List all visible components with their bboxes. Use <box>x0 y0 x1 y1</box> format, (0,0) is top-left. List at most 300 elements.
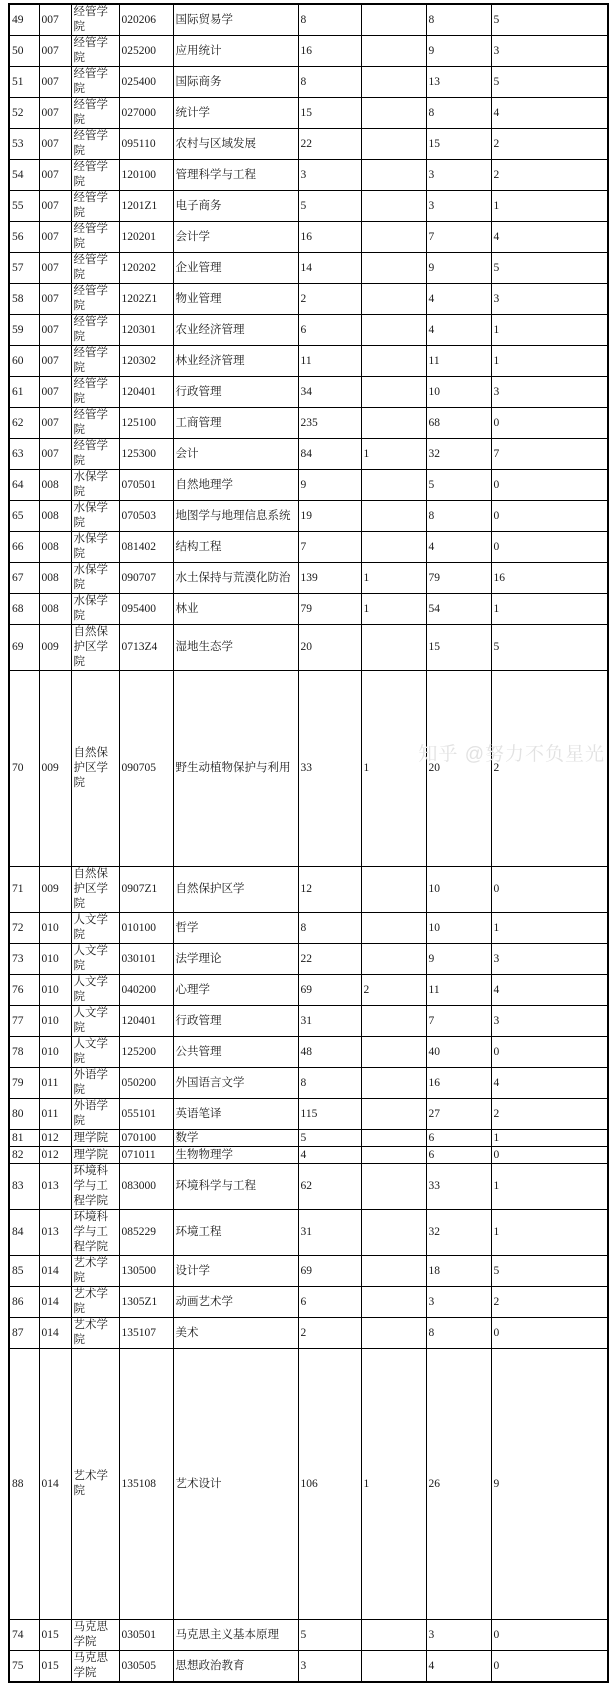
college-name-cell: 艺术学院 <box>71 1349 119 1620</box>
major-name-cell: 自然地理学 <box>173 470 298 501</box>
table-row[interactable] <box>9 975 608 1006</box>
admitted-cell: 0 <box>491 408 608 439</box>
college-name-cell: 外语学院 <box>71 1099 119 1130</box>
recommended-cell <box>361 913 426 944</box>
row-number-cell: 58 <box>9 284 39 315</box>
row-number-cell: 59 <box>9 315 39 346</box>
recommended-cell <box>361 4 426 36</box>
major-code-cell: 0713Z4 <box>119 625 173 671</box>
row-number-cell: 85 <box>9 1256 39 1287</box>
recommended-cell <box>361 470 426 501</box>
major-code-cell: 027000 <box>119 98 173 129</box>
admitted-cell: 4 <box>491 975 608 1006</box>
qualified-cell: 6 <box>426 1130 491 1147</box>
major-code-cell: 020206 <box>119 4 173 36</box>
dept-code-cell: 009 <box>39 625 71 671</box>
major-code-cell: 120302 <box>119 346 173 377</box>
table-row[interactable] <box>9 1210 608 1256</box>
dept-code-cell: 007 <box>39 253 71 284</box>
major-name-cell: 地图学与地理信息系统 <box>173 501 298 532</box>
applicants-cell: 69 <box>298 975 361 1006</box>
admitted-cell: 5 <box>491 1256 608 1287</box>
qualified-cell: 4 <box>426 532 491 563</box>
table-row[interactable] <box>9 1099 608 1130</box>
recommended-cell <box>361 191 426 222</box>
row-number-cell: 65 <box>9 501 39 532</box>
qualified-cell: 3 <box>426 160 491 191</box>
table-row[interactable] <box>9 944 608 975</box>
admitted-cell: 4 <box>491 98 608 129</box>
major-name-cell: 农村与区域发展 <box>173 129 298 160</box>
major-name-cell: 环境科学与工程 <box>173 1164 298 1210</box>
table-row[interactable] <box>9 36 608 67</box>
major-name-cell: 生物物理学 <box>173 1147 298 1164</box>
college-name-cell: 经管学院 <box>71 284 119 315</box>
major-code-cell: 090705 <box>119 671 173 867</box>
qualified-cell: 8 <box>426 501 491 532</box>
recommended-cell <box>361 377 426 408</box>
table-row[interactable] <box>9 470 608 501</box>
dept-code-cell: 010 <box>39 913 71 944</box>
applicants-cell: 6 <box>298 315 361 346</box>
dept-code-cell: 007 <box>39 439 71 470</box>
row-number-cell: 74 <box>9 1620 39 1651</box>
major-code-cell: 085229 <box>119 1210 173 1256</box>
table-row[interactable] <box>9 1068 608 1099</box>
college-name-cell: 自然保护区学院 <box>71 625 119 671</box>
major-code-cell: 095110 <box>119 129 173 160</box>
college-name-cell: 经管学院 <box>71 98 119 129</box>
college-name-cell: 经管学院 <box>71 191 119 222</box>
row-number-cell: 52 <box>9 98 39 129</box>
table-row[interactable] <box>9 408 608 439</box>
recommended-cell <box>361 408 426 439</box>
college-name-cell: 理学院 <box>71 1147 119 1164</box>
table-row[interactable] <box>9 867 608 913</box>
recommended-cell <box>361 1037 426 1068</box>
major-name-cell: 英语笔译 <box>173 1099 298 1130</box>
dept-code-cell: 007 <box>39 36 71 67</box>
major-name-cell: 应用统计 <box>173 36 298 67</box>
row-number-cell: 72 <box>9 913 39 944</box>
qualified-cell: 6 <box>426 1147 491 1164</box>
dept-code-cell: 014 <box>39 1318 71 1349</box>
recommended-cell <box>361 160 426 191</box>
recommended-cell <box>361 1287 426 1318</box>
admitted-cell: 0 <box>491 1037 608 1068</box>
dept-code-cell: 007 <box>39 377 71 408</box>
major-name-cell: 国际贸易学 <box>173 4 298 36</box>
table-row[interactable] <box>9 1287 608 1318</box>
college-name-cell: 马克思学院 <box>71 1620 119 1651</box>
row-number-cell: 54 <box>9 160 39 191</box>
applicants-cell: 22 <box>298 944 361 975</box>
qualified-cell: 3 <box>426 191 491 222</box>
admitted-cell: 3 <box>491 377 608 408</box>
row-number-cell: 87 <box>9 1318 39 1349</box>
admitted-cell: 2 <box>491 671 608 867</box>
qualified-cell: 27 <box>426 1099 491 1130</box>
row-number-cell: 66 <box>9 532 39 563</box>
college-name-cell: 艺术学院 <box>71 1256 119 1287</box>
dept-code-cell: 007 <box>39 129 71 160</box>
dept-code-cell: 008 <box>39 501 71 532</box>
admitted-cell: 3 <box>491 36 608 67</box>
admitted-cell: 1 <box>491 1130 608 1147</box>
major-name-cell: 物业管理 <box>173 284 298 315</box>
applicants-cell: 5 <box>298 191 361 222</box>
recommended-cell: 1 <box>361 594 426 625</box>
major-code-cell: 025200 <box>119 36 173 67</box>
college-name-cell: 经管学院 <box>71 36 119 67</box>
table-row[interactable] <box>9 253 608 284</box>
applicants-cell: 106 <box>298 1349 361 1620</box>
major-name-cell: 思想政治教育 <box>173 1651 298 1683</box>
row-number-cell: 79 <box>9 1068 39 1099</box>
table-row[interactable] <box>9 191 608 222</box>
admitted-cell: 1 <box>491 191 608 222</box>
table-row[interactable] <box>9 501 608 532</box>
applicants-cell: 8 <box>298 4 361 36</box>
applicants-cell: 31 <box>298 1210 361 1256</box>
admitted-cell: 2 <box>491 1287 608 1318</box>
table-row[interactable] <box>9 67 608 98</box>
college-name-cell: 人文学院 <box>71 975 119 1006</box>
recommended-cell <box>361 944 426 975</box>
college-name-cell: 艺术学院 <box>71 1287 119 1318</box>
major-code-cell: 095400 <box>119 594 173 625</box>
admitted-cell: 5 <box>491 67 608 98</box>
row-number-cell: 69 <box>9 625 39 671</box>
qualified-cell: 8 <box>426 1318 491 1349</box>
college-name-cell: 人文学院 <box>71 1006 119 1037</box>
dept-code-cell: 008 <box>39 563 71 594</box>
table-row[interactable] <box>9 563 608 594</box>
applicants-cell: 19 <box>298 501 361 532</box>
college-name-cell: 经管学院 <box>71 222 119 253</box>
qualified-cell: 18 <box>426 1256 491 1287</box>
recommended-cell: 2 <box>361 975 426 1006</box>
qualified-cell: 4 <box>426 1651 491 1683</box>
table-row[interactable] <box>9 1651 608 1683</box>
applicants-cell: 4 <box>298 1147 361 1164</box>
college-name-cell: 经管学院 <box>71 67 119 98</box>
major-name-cell: 环境工程 <box>173 1210 298 1256</box>
table-row[interactable] <box>9 1130 608 1147</box>
recommended-cell <box>361 1318 426 1349</box>
row-number-cell: 63 <box>9 439 39 470</box>
major-code-cell: 071011 <box>119 1147 173 1164</box>
recommended-cell <box>361 625 426 671</box>
qualified-cell: 15 <box>426 129 491 160</box>
table-row[interactable] <box>9 1037 608 1068</box>
applicants-cell: 6 <box>298 1287 361 1318</box>
table-row[interactable] <box>9 377 608 408</box>
admitted-cell: 0 <box>491 470 608 501</box>
dept-code-cell: 007 <box>39 98 71 129</box>
table-row[interactable] <box>9 1318 608 1349</box>
admitted-cell: 1 <box>491 913 608 944</box>
dept-code-cell: 007 <box>39 222 71 253</box>
dept-code-cell: 007 <box>39 160 71 191</box>
row-number-cell: 86 <box>9 1287 39 1318</box>
major-name-cell: 工商管理 <box>173 408 298 439</box>
major-name-cell: 统计学 <box>173 98 298 129</box>
row-number-cell: 64 <box>9 470 39 501</box>
admitted-cell: 2 <box>491 1099 608 1130</box>
major-code-cell: 083000 <box>119 1164 173 1210</box>
major-code-cell: 130500 <box>119 1256 173 1287</box>
qualified-cell: 32 <box>426 1210 491 1256</box>
major-code-cell: 120100 <box>119 160 173 191</box>
table-row[interactable] <box>9 315 608 346</box>
qualified-cell: 68 <box>426 408 491 439</box>
table-row[interactable] <box>9 1147 608 1164</box>
college-name-cell: 经管学院 <box>71 346 119 377</box>
major-code-cell: 125200 <box>119 1037 173 1068</box>
row-number-cell: 51 <box>9 67 39 98</box>
qualified-cell: 7 <box>426 1006 491 1037</box>
qualified-cell: 16 <box>426 1068 491 1099</box>
row-number-cell: 61 <box>9 377 39 408</box>
college-name-cell: 人文学院 <box>71 1037 119 1068</box>
major-name-cell: 管理科学与工程 <box>173 160 298 191</box>
major-code-cell: 120401 <box>119 1006 173 1037</box>
major-name-cell: 林业 <box>173 594 298 625</box>
qualified-cell: 8 <box>426 4 491 36</box>
qualified-cell: 11 <box>426 975 491 1006</box>
admitted-cell: 0 <box>491 867 608 913</box>
qualified-cell: 10 <box>426 867 491 913</box>
row-number-cell: 67 <box>9 563 39 594</box>
qualified-cell: 33 <box>426 1164 491 1210</box>
major-code-cell: 135108 <box>119 1349 173 1620</box>
table-row[interactable] <box>9 594 608 625</box>
major-name-cell: 企业管理 <box>173 253 298 284</box>
dept-code-cell: 012 <box>39 1147 71 1164</box>
dept-code-cell: 010 <box>39 944 71 975</box>
admitted-cell: 5 <box>491 253 608 284</box>
row-number-cell: 50 <box>9 36 39 67</box>
dept-code-cell: 015 <box>39 1651 71 1683</box>
admitted-cell: 9 <box>491 1349 608 1620</box>
major-code-cell: 070100 <box>119 1130 173 1147</box>
major-name-cell: 湿地生态学 <box>173 625 298 671</box>
table-row[interactable] <box>9 1006 608 1037</box>
applicants-cell: 48 <box>298 1037 361 1068</box>
college-name-cell: 马克思学院 <box>71 1651 119 1683</box>
major-code-cell: 070501 <box>119 470 173 501</box>
qualified-cell: 40 <box>426 1037 491 1068</box>
applicants-cell: 3 <box>298 160 361 191</box>
table-row[interactable] <box>9 284 608 315</box>
college-name-cell: 经管学院 <box>71 4 119 36</box>
college-name-cell: 水保学院 <box>71 501 119 532</box>
row-number-cell: 77 <box>9 1006 39 1037</box>
recommended-cell <box>361 1006 426 1037</box>
admitted-cell: 0 <box>491 501 608 532</box>
major-code-cell: 1305Z1 <box>119 1287 173 1318</box>
major-name-cell: 公共管理 <box>173 1037 298 1068</box>
dept-code-cell: 011 <box>39 1099 71 1130</box>
table-row[interactable] <box>9 129 608 160</box>
admitted-cell: 4 <box>491 222 608 253</box>
major-code-cell: 125100 <box>119 408 173 439</box>
applicants-cell: 235 <box>298 408 361 439</box>
row-number-cell: 70 <box>9 671 39 867</box>
table-row[interactable] <box>9 222 608 253</box>
recommended-cell <box>361 1210 426 1256</box>
dept-code-cell: 014 <box>39 1287 71 1318</box>
row-number-cell: 84 <box>9 1210 39 1256</box>
table-row[interactable] <box>9 671 608 867</box>
row-number-cell: 78 <box>9 1037 39 1068</box>
dept-code-cell: 010 <box>39 1006 71 1037</box>
admitted-cell: 5 <box>491 625 608 671</box>
major-code-cell: 081402 <box>119 532 173 563</box>
dept-code-cell: 009 <box>39 671 71 867</box>
admissions-table <box>8 3 609 1683</box>
table-row[interactable] <box>9 1620 608 1651</box>
admitted-cell: 1 <box>491 315 608 346</box>
row-number-cell: 71 <box>9 867 39 913</box>
admitted-cell: 2 <box>491 160 608 191</box>
table-row[interactable] <box>9 439 608 470</box>
major-name-cell: 结构工程 <box>173 532 298 563</box>
table-row[interactable] <box>9 346 608 377</box>
row-number-cell: 57 <box>9 253 39 284</box>
college-name-cell: 水保学院 <box>71 532 119 563</box>
applicants-cell: 7 <box>298 532 361 563</box>
major-name-cell: 美术 <box>173 1318 298 1349</box>
dept-code-cell: 011 <box>39 1068 71 1099</box>
college-name-cell: 人文学院 <box>71 944 119 975</box>
admitted-cell: 16 <box>491 563 608 594</box>
recommended-cell <box>361 1068 426 1099</box>
major-code-cell: 120301 <box>119 315 173 346</box>
major-name-cell: 法学理论 <box>173 944 298 975</box>
admitted-cell: 0 <box>491 1620 608 1651</box>
table-row[interactable] <box>9 1256 608 1287</box>
dept-code-cell: 013 <box>39 1210 71 1256</box>
row-number-cell: 49 <box>9 4 39 36</box>
recommended-cell <box>361 222 426 253</box>
major-name-cell: 自然保护区学 <box>173 867 298 913</box>
admitted-cell: 3 <box>491 284 608 315</box>
applicants-cell: 16 <box>298 222 361 253</box>
recommended-cell <box>361 1651 426 1683</box>
dept-code-cell: 007 <box>39 408 71 439</box>
table-row[interactable] <box>9 160 608 191</box>
table-row[interactable] <box>9 1164 608 1210</box>
major-name-cell: 数学 <box>173 1130 298 1147</box>
admitted-cell: 5 <box>491 4 608 36</box>
major-name-cell: 动画艺术学 <box>173 1287 298 1318</box>
qualified-cell: 26 <box>426 1349 491 1620</box>
major-name-cell: 会计 <box>173 439 298 470</box>
row-number-cell: 62 <box>9 408 39 439</box>
applicants-cell: 31 <box>298 1006 361 1037</box>
qualified-cell: 4 <box>426 284 491 315</box>
major-code-cell: 1202Z1 <box>119 284 173 315</box>
admitted-cell: 2 <box>491 129 608 160</box>
college-name-cell: 环境科学与工程学院 <box>71 1164 119 1210</box>
major-code-cell: 120401 <box>119 377 173 408</box>
row-number-cell: 80 <box>9 1099 39 1130</box>
admitted-cell: 7 <box>491 439 608 470</box>
admitted-cell: 0 <box>491 532 608 563</box>
table-row[interactable] <box>9 98 608 129</box>
dept-code-cell: 007 <box>39 284 71 315</box>
applicants-cell: 62 <box>298 1164 361 1210</box>
major-code-cell: 010100 <box>119 913 173 944</box>
major-name-cell: 心理学 <box>173 975 298 1006</box>
dept-code-cell: 015 <box>39 1620 71 1651</box>
applicants-cell: 79 <box>298 594 361 625</box>
major-name-cell: 设计学 <box>173 1256 298 1287</box>
table-row[interactable] <box>9 913 608 944</box>
major-name-cell: 外国语言文学 <box>173 1068 298 1099</box>
applicants-cell: 3 <box>298 1651 361 1683</box>
college-name-cell: 艺术学院 <box>71 1318 119 1349</box>
major-code-cell: 040200 <box>119 975 173 1006</box>
qualified-cell: 10 <box>426 377 491 408</box>
major-code-cell: 1201Z1 <box>119 191 173 222</box>
row-number-cell: 60 <box>9 346 39 377</box>
table-row[interactable] <box>9 532 608 563</box>
recommended-cell <box>361 1620 426 1651</box>
admitted-cell: 0 <box>491 1147 608 1164</box>
college-name-cell: 经管学院 <box>71 129 119 160</box>
recommended-cell <box>361 346 426 377</box>
recommended-cell <box>361 315 426 346</box>
major-code-cell: 030505 <box>119 1651 173 1683</box>
college-name-cell: 自然保护区学院 <box>71 671 119 867</box>
applicants-cell: 8 <box>298 913 361 944</box>
college-name-cell: 自然保护区学院 <box>71 867 119 913</box>
major-name-cell: 艺术设计 <box>173 1349 298 1620</box>
admitted-cell: 1 <box>491 1210 608 1256</box>
dept-code-cell: 007 <box>39 315 71 346</box>
dept-code-cell: 009 <box>39 867 71 913</box>
qualified-cell: 9 <box>426 36 491 67</box>
college-name-cell: 经管学院 <box>71 253 119 284</box>
row-number-cell: 53 <box>9 129 39 160</box>
college-name-cell: 水保学院 <box>71 563 119 594</box>
qualified-cell: 10 <box>426 913 491 944</box>
recommended-cell <box>361 532 426 563</box>
major-name-cell: 林业经济管理 <box>173 346 298 377</box>
major-name-cell: 马克思主义基本原理 <box>173 1620 298 1651</box>
major-name-cell: 哲学 <box>173 913 298 944</box>
recommended-cell <box>361 501 426 532</box>
applicants-cell: 15 <box>298 98 361 129</box>
table-row[interactable] <box>9 625 608 671</box>
row-number-cell: 88 <box>9 1349 39 1620</box>
major-name-cell: 国际商务 <box>173 67 298 98</box>
major-code-cell: 030101 <box>119 944 173 975</box>
college-name-cell: 理学院 <box>71 1130 119 1147</box>
applicants-cell: 8 <box>298 67 361 98</box>
major-name-cell: 行政管理 <box>173 377 298 408</box>
major-code-cell: 120202 <box>119 253 173 284</box>
table-row[interactable] <box>9 1349 608 1620</box>
table-row[interactable] <box>9 4 608 36</box>
applicants-cell: 20 <box>298 625 361 671</box>
qualified-cell: 54 <box>426 594 491 625</box>
major-code-cell: 025400 <box>119 67 173 98</box>
college-name-cell: 水保学院 <box>71 594 119 625</box>
